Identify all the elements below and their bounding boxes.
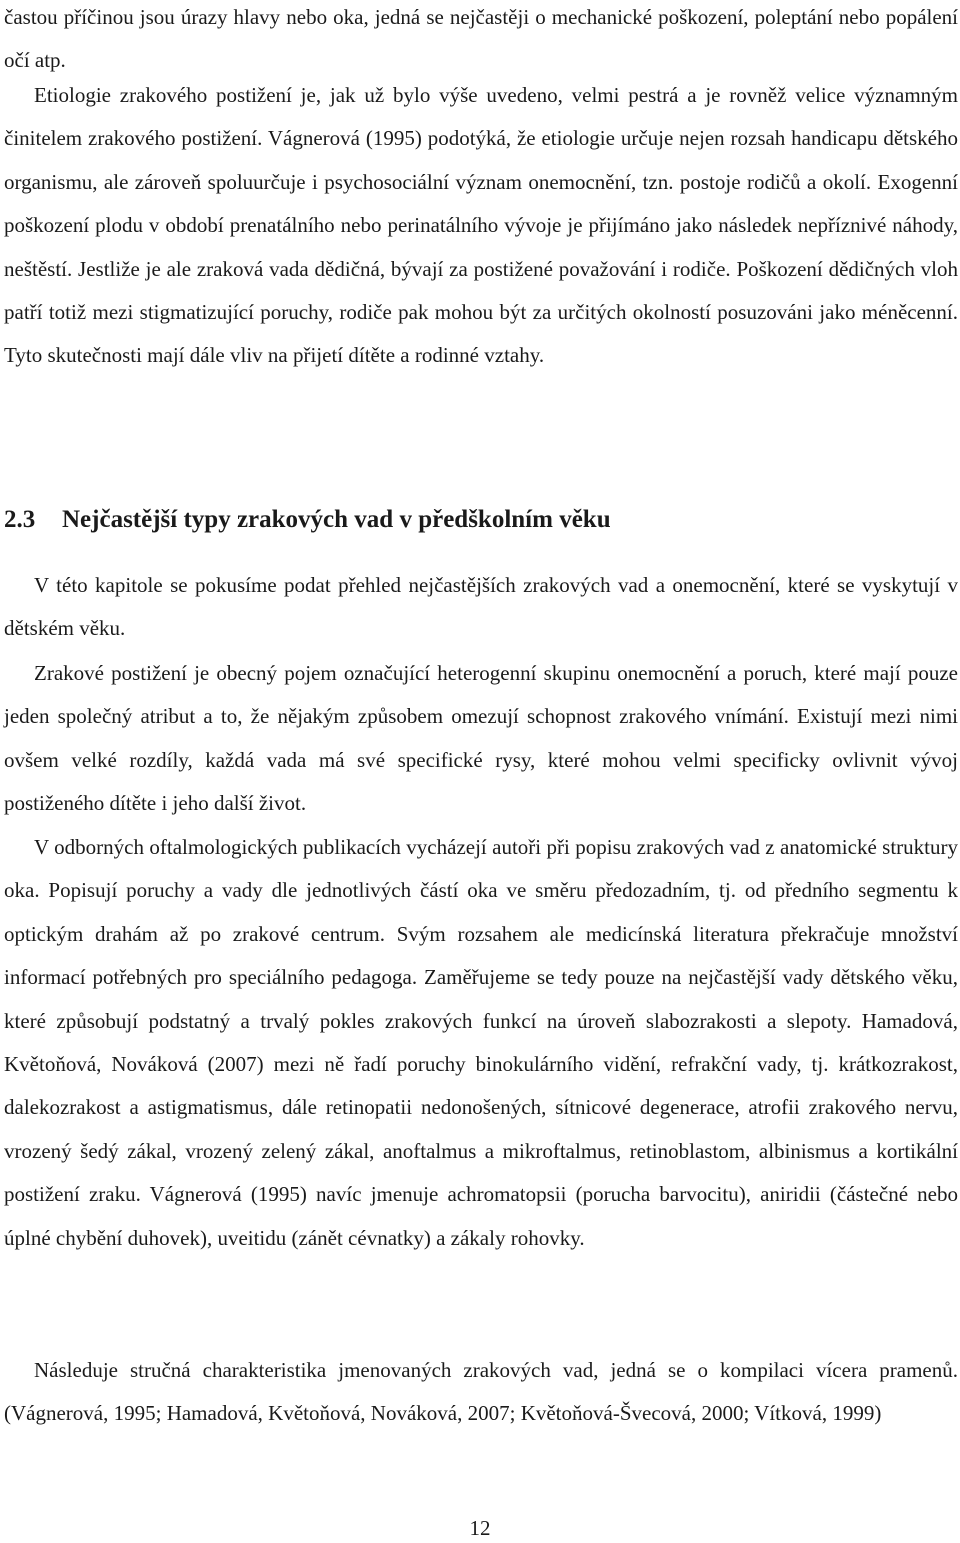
section-title: Nejčastější typy zrakových vad v předškolním věku [62, 506, 611, 533]
paragraph-etiology: Etiologie zrakového postižení je, jak už bylo výše uvedeno, velmi pestrá a je rovněž velice významným činitelem zrakového postižení. Vágnerová (1995) podotýká, že etiologie určuje nejen rozsah handicapu dětského organismu, ale zároveň spoluurčuje i psychosociální význam onemocnění, tzn. postoje rodičů a okolí. Exogenní poškození plodu v období prenatálního nebo perinatálního vývoje je přijímáno jako následek nepříznivé náhody, neštěstí. Jestliže je ale zraková vada dědičná, bývají za postižené považování i rodiče. Poškození dědičných vloh patří totiž mezi stigmatizující poruchy, rodiče pak mohou být za určitých okolností posuzováni jako méněcenní. Tyto skutečnosti mají dále vliv na přijetí dítěte a rodinné vztahy. [4, 83, 958, 368]
paragraph-ophthalmology-overview: V odborných oftalmologických publikacích vycházejí autoři při popisu zrakových vad z anatomické struktury oka. Popisují poruchy a vady dle jednotlivých částí oka ve směru předozadním, tj. od předního segmentu k optickým drahám až po zrakové centrum. Svým rozsahem ale medicínská literatura překračuje množství informací potřebných pro speciálního pedagoga. Zaměřujeme se tedy pouze na nejčastější vady dětského věku, které způsobují podstatný a trvalý pokles zrakových funkcí na úroveň slabozrakosti a slepoty. Hamadová, Květoňová, Nováková (2007) mezi ně řadí poruchy binokulárního vidění, refrakční vady, tj. krátkozrakost, dalekozrakost a astigmatismus, dále retinopatii nedonošených, sítnicové degenerace, atrofii zrakového nervu, vrozený šedý zákal, vrozený zelený zákal, anoftalmus a mikroftalmus, retinoblastom, albinismus a kortikální postižení zraku. Vágnerová (1995) navíc jmenuje achromatopsii (porucha barvocitu), aniridii (částečné nebo úplné chybění duhovek), uveitidu (zánět cévnatky) a zákaly rohovky. [4, 835, 958, 1250]
paragraph-sources: Následuje stručná charakteristika jmenovaných zrakových vad, jedná se o kompilaci vícera pramenů. (Vágnerová, 1995; Hamadová, Květoňová, Nováková, 2007; Květoňová-Švecová, 2000; Vítková, 1999) [4, 1358, 958, 1426]
paragraph-visual-impairment-definition: Zrakové postižení je obecný pojem označující heterogenní skupinu onemocnění a poruch, které mají pouze jeden společný atribut a to, že nějakým způsobem omezují schopnost zrakového vnímání. Existují mezi nimi ovšem velké rozdíly, každá vada má své specifické rysy, které mohou velmi specificky ovlivnit vývoj postiženého dítěte i jeho další život. [4, 661, 958, 816]
paragraph-chapter-intro: V této kapitole se pokusíme podat přehled nejčastějších zrakových vad a onemocnění, které se vyskytují v dětském věku. [4, 573, 958, 641]
page-number: 12 [469, 1516, 491, 1540]
paragraph-injury-causes: častou příčinou jsou úrazy hlavy nebo oka, jedná se nejčastěji o mechanické poškození, poleptání nebo popálení očí atp. [4, 5, 958, 73]
section-number: 2.3 [4, 506, 36, 533]
section-heading [4, 505, 611, 535]
